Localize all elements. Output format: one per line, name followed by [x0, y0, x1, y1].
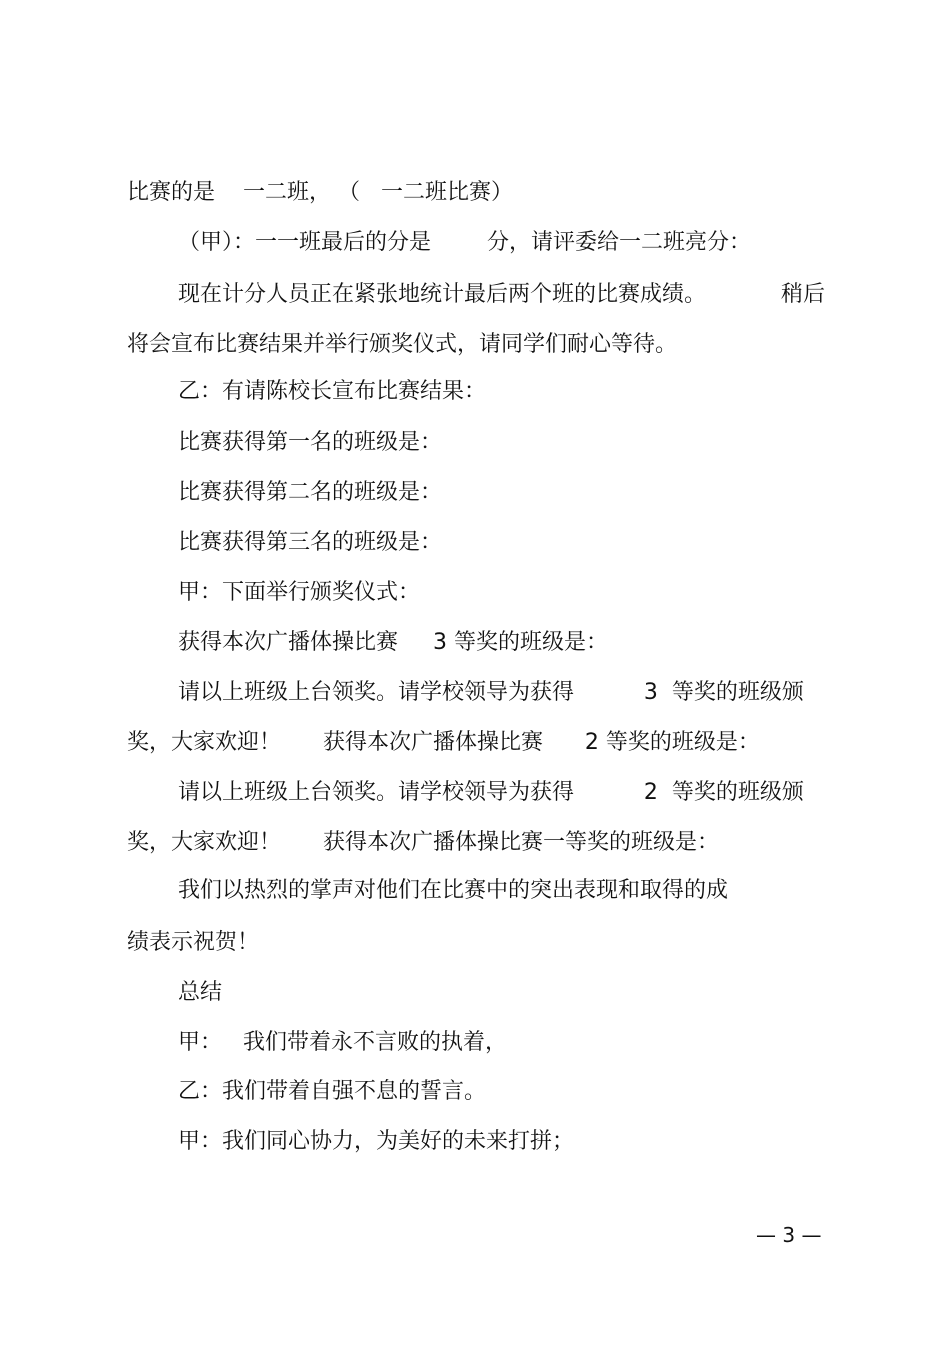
text-line: 获得本次广播体操比赛 3 等奖的班级是： — [178, 630, 608, 655]
text-line: 甲：下面举行颁奖仪式： — [178, 580, 421, 605]
text-line: （甲）：一一班最后的分是 分，请评委给一二班亮分： — [178, 230, 751, 255]
text-line: 比赛获得第三名的班级是： — [178, 530, 443, 555]
text-line: 绩表示祝贺！ — [127, 930, 260, 955]
section-heading: 总结 — [178, 980, 223, 1005]
text-line: 我们以热烈的掌声对他们在比赛中的突出表现和取得的成 — [178, 878, 729, 903]
text-line: 比赛获得第二名的班级是： — [178, 480, 443, 505]
text-line: 奖，大家欢迎！ 获得本次广播体操比赛一等奖的班级是： — [127, 830, 719, 855]
text-line: 现在计分人员正在紧张地统计最后两个班的比赛成绩。 — [178, 282, 707, 307]
text-line: 甲：我们同心协力，为美好的未来打拼； — [178, 1129, 575, 1154]
page-number: — 3 — — [756, 1223, 822, 1247]
text-line: 请以上班级上台领奖。请学校领导为获得 3 等奖的班级颁 — [178, 680, 804, 705]
text-line: 比赛的是 一二班， （ 一二班比赛） — [127, 180, 513, 205]
text-line: 请以上班级上台领奖。请学校领导为获得 2 等奖的班级颁 — [178, 780, 804, 805]
text-line: 比赛获得第一名的班级是： — [178, 430, 443, 455]
text-line: 将会宣布比赛结果并举行颁奖仪式，请同学们耐心等待。 — [127, 332, 678, 357]
text-line: 乙：我们带着自强不息的誓言。 — [178, 1079, 487, 1104]
text-line: 奖，大家欢迎！ 获得本次广播体操比赛 2 等奖的班级是： — [127, 730, 760, 755]
text-line: 甲： 我们带着永不言败的执着， — [178, 1030, 507, 1055]
text-line: 稍后 — [781, 282, 826, 307]
text-line: 乙：有请陈校长宣布比赛结果： — [178, 379, 487, 404]
